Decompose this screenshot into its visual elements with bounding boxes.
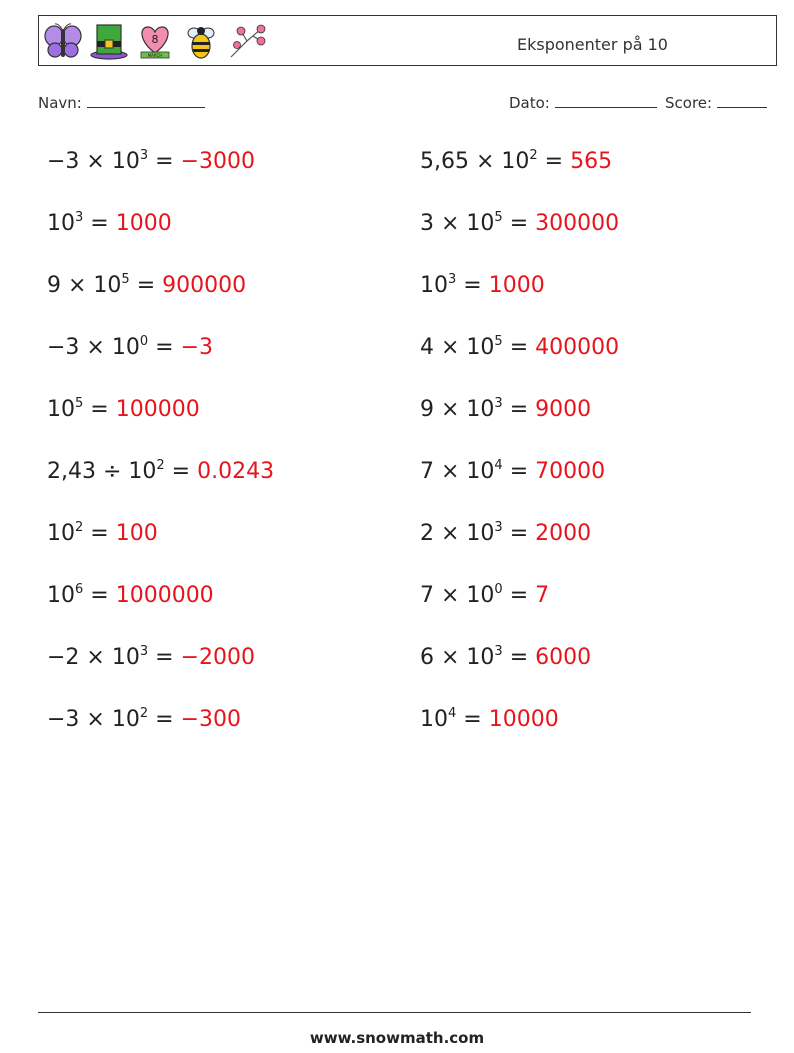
header-box [38, 15, 777, 66]
problem-equals: = [148, 149, 181, 174]
problem-answer: −3000 [180, 149, 255, 174]
problem-equals: = [502, 583, 536, 608]
problem-left-3 [47, 273, 246, 298]
problem-answer: 6000 [535, 645, 592, 670]
problem-expression: −3 × 10 [47, 149, 140, 174]
problem-equals: = [148, 707, 181, 732]
problem-left-7 [47, 521, 158, 546]
problem-left-8 [47, 583, 214, 608]
problem-answer: 7 [535, 583, 550, 608]
problem-equals: = [502, 211, 536, 236]
problem-expression: 10 [47, 211, 75, 236]
problem-right-7 [420, 521, 591, 546]
problem-right-10 [420, 707, 559, 732]
problem-exponent: 3 [139, 148, 149, 163]
problem-equals: = [83, 521, 116, 546]
name-field[interactable] [38, 93, 205, 112]
problem-expression: 7 × 10 [420, 583, 495, 608]
problem-expression: 6 × 10 [420, 645, 495, 670]
problem-left-1 [47, 149, 255, 174]
problem-exponent: 2 [75, 520, 84, 535]
problem-expression: −2 × 10 [47, 645, 140, 670]
problem-equals: = [148, 645, 181, 670]
problem-equals: = [148, 335, 181, 360]
problem-right-3 [420, 273, 545, 298]
problem-answer: 1000 [115, 211, 172, 236]
problem-expression: 2,43 ÷ 10 [47, 459, 157, 484]
problem-equals: = [83, 211, 116, 236]
footer-url: www.snowmath.com [309, 1029, 485, 1047]
problem-equals: = [502, 645, 536, 670]
problem-exponent: 5 [75, 396, 84, 411]
problem-expression: 2 × 10 [420, 521, 495, 546]
name-label: Navn: [38, 94, 82, 112]
problem-expression: −3 × 10 [47, 335, 140, 360]
problem-exponent: 3 [494, 644, 503, 659]
problem-expression: 9 × 10 [47, 273, 122, 298]
problem-exponent: 5 [121, 272, 130, 287]
problem-expression: 5,65 × 10 [420, 149, 530, 174]
problem-expression: 10 [420, 273, 448, 298]
name-blank[interactable] [87, 93, 205, 108]
problem-answer: 100 [115, 521, 158, 546]
problem-exponent: 3 [494, 396, 503, 411]
problem-answer: 1000000 [115, 583, 214, 608]
problem-answer: 2000 [535, 521, 592, 546]
problem-exponent: 6 [75, 582, 84, 597]
problem-right-2 [420, 211, 619, 236]
problem-answer: 70000 [535, 459, 606, 484]
date-label: Dato: [509, 94, 550, 112]
date-blank[interactable] [555, 93, 657, 108]
problem-right-8 [420, 583, 549, 608]
problem-expression: 10 [47, 521, 75, 546]
score-field[interactable] [665, 93, 767, 112]
problem-left-4 [47, 335, 213, 360]
problem-exponent: 5 [494, 210, 503, 225]
problem-right-4 [420, 335, 619, 360]
problem-answer: 1000 [488, 273, 545, 298]
problem-exponent: 0 [494, 582, 503, 597]
problem-equals: = [537, 149, 571, 174]
problem-answer: 400000 [535, 335, 620, 360]
problem-exponent: 2 [529, 148, 538, 163]
problem-left-6 [47, 459, 274, 484]
page-title: Eksponenter på 10 [517, 35, 668, 54]
problem-answer: 9000 [535, 397, 592, 422]
problem-exponent: 3 [139, 644, 149, 659]
flower-branch-icon [227, 21, 267, 61]
date-field[interactable] [509, 93, 657, 112]
problem-equals: = [502, 459, 536, 484]
problem-exponent: 4 [448, 706, 457, 721]
footer-divider [38, 1012, 751, 1013]
problem-exponent: 3 [75, 210, 84, 225]
problem-equals: = [456, 273, 489, 298]
problem-exponent: 3 [494, 520, 503, 535]
problem-expression: 10 [47, 583, 75, 608]
problem-equals: = [83, 397, 116, 422]
problem-equals: = [502, 521, 536, 546]
problem-equals: = [502, 397, 536, 422]
problem-expression: 10 [47, 397, 75, 422]
problem-exponent: 4 [494, 458, 503, 473]
problem-expression: 7 × 10 [420, 459, 495, 484]
header-icons [43, 21, 267, 61]
problem-left-9 [47, 645, 255, 670]
problem-right-5 [420, 397, 591, 422]
problem-equals: = [502, 335, 536, 360]
heart-calendar-icon [135, 21, 175, 61]
problem-expression: 4 × 10 [420, 335, 495, 360]
problem-answer: −2000 [180, 645, 255, 670]
problem-answer: −3 [180, 335, 213, 360]
heart-ribbon-text: MARCH [147, 53, 163, 58]
butterfly-icon [43, 21, 83, 61]
problem-expression: 9 × 10 [420, 397, 495, 422]
heart-number: 8 [151, 33, 159, 46]
problem-left-2 [47, 211, 172, 236]
problem-left-10 [47, 707, 241, 732]
problem-left-5 [47, 397, 200, 422]
problem-exponent: 2 [139, 706, 149, 721]
problem-answer: 900000 [162, 273, 247, 298]
problem-answer: 10000 [488, 707, 559, 732]
problem-equals: = [456, 707, 489, 732]
problem-answer: −300 [180, 707, 241, 732]
problem-equals: = [164, 459, 198, 484]
problem-answer: 300000 [535, 211, 620, 236]
problem-exponent: 5 [494, 334, 503, 349]
problem-right-9 [420, 645, 591, 670]
problem-answer: 100000 [115, 397, 200, 422]
problem-equals: = [129, 273, 163, 298]
leprechaun-hat-icon [89, 21, 129, 61]
problem-exponent: 3 [448, 272, 457, 287]
problem-answer: 0.0243 [197, 459, 275, 484]
problem-right-6 [420, 459, 605, 484]
problem-exponent: 0 [139, 334, 149, 349]
problem-answer: 565 [570, 149, 613, 174]
score-label: Score: [665, 94, 713, 112]
score-blank[interactable] [717, 93, 767, 108]
bee-icon [181, 21, 221, 61]
problem-expression: 10 [420, 707, 448, 732]
problem-exponent: 2 [156, 458, 165, 473]
problem-expression: −3 × 10 [47, 707, 140, 732]
problem-expression: 3 × 10 [420, 211, 495, 236]
problem-right-1 [420, 149, 612, 174]
problem-equals: = [83, 583, 116, 608]
